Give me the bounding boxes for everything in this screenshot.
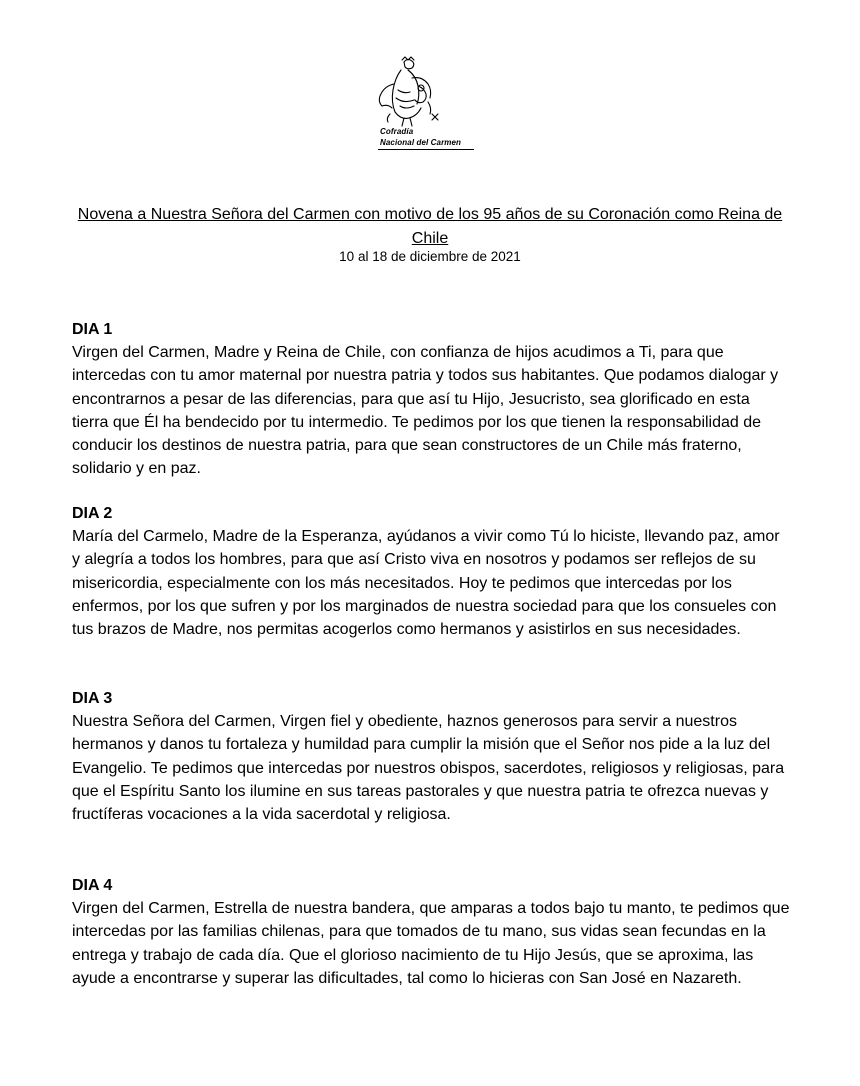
day-section-1 (72, 318, 790, 481)
day-prayer-text: María del Carmelo, Madre de la Esperanza, ayúdanos a vivir como Tú lo hiciste, llevando paz, amor y alegría a todos los hombres, para que así Cristo viva en nosotros y podamos ser reflejos de su misericordia, especialmente con los más necesitados. Hoy te pedimos que intercedas por los enfermos, por los que sufren y por los marginados de nuestra sociedad para que los consueles con tus brazos de Madre, nos permitas acogerlos como hermanos y asistirlos en sus necesidades. (72, 528, 780, 639)
logo-text-line1: Cofradía (380, 127, 414, 136)
document-title: Novena a Nuestra Señora del Carmen con motivo de los 95 años de su Coronación como Reina de Chile (77, 206, 783, 247)
day-heading: DIA 2 (72, 505, 113, 522)
day-heading: DIA 3 (72, 690, 113, 707)
virgin-carmen-emblem-icon (374, 56, 444, 128)
day-prayer-text: Nuestra Señora del Carmen, Virgen fiel y obediente, haznos generosos para servir a nuestros hermanos y danos tu fortaleza y humildad para cumplir la misión que el Señor nos pide a la luz del Evangelio. Te pedimos que intercedas por nuestros obispos, sacerdotes, religiosos y religiosas, para que el Espíritu Santo los ilumine en sus tareas pastorales y que nuestra patria te ofrezca nuevas y fructíferas vocaciones a la vida sacerdotal y religiosa. (72, 713, 785, 824)
document-date-range: 10 al 18 de diciembre de 2021 (339, 249, 521, 264)
logo-text-line2: Nacional del Carmen (380, 138, 462, 147)
day-section-3 (72, 687, 790, 826)
cofradia-logo (374, 56, 482, 156)
day-heading: DIA 1 (72, 321, 113, 338)
day-section-4 (72, 874, 790, 990)
day-prayer-text: Virgen del Carmen, Estrella de nuestra bandera, que amparas a todos bajo tu manto, te pedimos que intercedas por las familias chilenas, para que tomados de tu mano, sus vidas sean fecundas en la entrega y trabajo de cada día. Que el glorioso nacimiento de tu Hijo Jesús, que se aproxima, las ayude a encontrarse y superar las dificultades, tal como lo hicieras con San José en Nazareth. (72, 900, 790, 987)
day-heading: DIA 4 (72, 877, 113, 894)
day-prayer-text: Virgen del Carmen, Madre y Reina de Chile, con confianza de hijos acudimos a Ti, para que intercedas con tu amor maternal por nuestra patria y todos sus habitantes. Que podamos dialogar y encontrarnos a pesar de las diferencias, para que así tu Hijo, Jesucristo, sea glorificado en esta tierra que Él ha bendecido por tu intermedio. Te pedimos por los que tienen la responsabilidad de conducir los destinos de nuestra patria, para que sean constructores de un Chile más fraterno, solidario y en paz. (72, 344, 779, 478)
logo-underline (378, 149, 474, 150)
day-section-2 (72, 502, 790, 641)
